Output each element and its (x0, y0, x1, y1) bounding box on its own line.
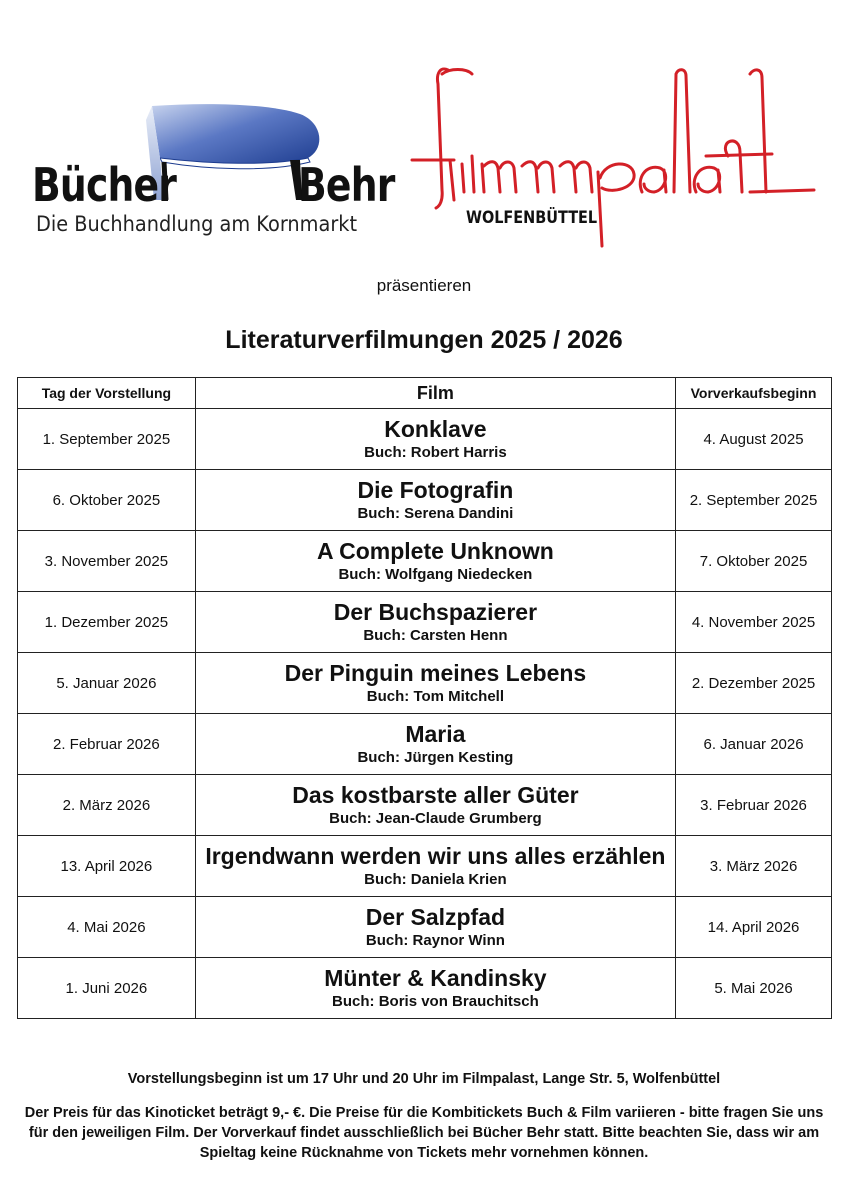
table-row (18, 714, 832, 775)
table-row (18, 531, 832, 592)
header-film: Film (195, 378, 675, 409)
presale-date: 3. Februar 2026 (676, 775, 832, 836)
film-title: Das kostbarste aller Güter (292, 782, 579, 808)
table-row (18, 653, 832, 714)
film-cell (195, 653, 675, 714)
table-row (18, 409, 832, 470)
logo-tagline: Die Buchhandlung am Kornmarkt (36, 212, 358, 236)
screening-date: 1. September 2025 (18, 409, 196, 470)
presale-date: 4. August 2025 (676, 409, 832, 470)
film-title: Münter & Kandinsky (324, 965, 547, 991)
filmpalast-script-graphic (410, 60, 820, 260)
buecher-behr-logo (30, 100, 400, 250)
table-row (18, 897, 832, 958)
filmpalast-logo (410, 60, 820, 260)
table-row (18, 775, 832, 836)
film-book-author: Buch: Raynor Winn (365, 932, 505, 949)
film-title: Der Pinguin meines Lebens (284, 660, 587, 686)
film-cell (195, 409, 675, 470)
table-row (18, 470, 832, 531)
footer-ticket-info: Der Preis für das Kinoticket beträgt 9,- €. Die Preise für die Kombitickets Buch & Film variieren - bitte fragen Sie uns für den jeweiligen Film. Der Vorverkauf findet ausschließlich bei Bücher Behr statt. Bitte beachten Sie, dass wir am Spieltag keine Rücknahme von Tickets mehr vornehmen können. (24, 1105, 824, 1161)
footer-showtimes: Vorstellungsbeginn ist um 17 Uhr und 20 Uhr im Filmpalast, Lange Str. 5, Wolfenbüttel (127, 1071, 721, 1087)
presale-date: 2. Dezember 2025 (676, 653, 832, 714)
film-title: A Complete Unknown (316, 538, 554, 564)
screening-date: 1. Dezember 2025 (18, 592, 196, 653)
logo-word-behr: Behr (298, 158, 395, 212)
film-schedule-table (17, 377, 832, 1019)
presale-date: 7. Oktober 2025 (676, 531, 832, 592)
film-cell (195, 897, 675, 958)
film-cell (195, 531, 675, 592)
film-title: Konklave (384, 416, 487, 442)
presale-date: 5. Mai 2026 (676, 958, 832, 1019)
screening-date: 6. Oktober 2025 (18, 470, 196, 531)
film-book-author: Buch: Carsten Henn (363, 627, 508, 644)
table-row (18, 958, 832, 1019)
presale-date: 4. November 2025 (676, 592, 832, 653)
screening-date: 5. Januar 2026 (18, 653, 196, 714)
presale-date: 6. Januar 2026 (676, 714, 832, 775)
screening-date: 3. November 2025 (18, 531, 196, 592)
header-date: Tag der Vorstellung (18, 378, 196, 409)
film-cell (195, 470, 675, 531)
film-title: Maria (405, 721, 466, 747)
film-title: Die Fotografin (357, 477, 514, 503)
film-title: Der Buchspazierer (333, 599, 538, 625)
screening-date: 2. März 2026 (18, 775, 196, 836)
film-title: Der Salzpfad (365, 904, 506, 930)
film-book-author: Buch: Serena Dandini (357, 505, 514, 522)
presents-text: präsentieren (376, 276, 472, 295)
film-book-author: Buch: Jürgen Kesting (357, 749, 514, 766)
table-header-row (18, 378, 832, 409)
screening-date: 4. Mai 2026 (18, 897, 196, 958)
film-cell (195, 714, 675, 775)
presale-date: 2. September 2025 (676, 470, 832, 531)
presale-date: 14. April 2026 (676, 897, 832, 958)
logo-city: WOLFENBÜTTEL (466, 208, 598, 228)
film-title: Irgendwann werden wir uns alles erzählen (205, 843, 666, 869)
film-book-author: Buch: Boris von Brauchitsch (332, 993, 539, 1010)
screening-date: 13. April 2026 (18, 836, 196, 897)
logo-word-buecher: Bücher (32, 158, 177, 212)
film-book-author: Buch: Wolfgang Niedecken (338, 566, 533, 583)
table-row (18, 592, 832, 653)
film-book-author: Buch: Robert Harris (364, 444, 507, 461)
film-book-author: Buch: Tom Mitchell (366, 688, 505, 705)
film-cell (195, 836, 675, 897)
screening-date: 1. Juni 2026 (18, 958, 196, 1019)
film-book-author: Buch: Jean-Claude Grumberg (329, 810, 542, 827)
presale-date: 3. März 2026 (676, 836, 832, 897)
screening-date: 2. Februar 2026 (18, 714, 196, 775)
film-cell (195, 958, 675, 1019)
film-book-author: Buch: Daniela Krien (364, 871, 507, 888)
header-presale: Vorverkaufsbeginn (676, 378, 832, 409)
film-cell (195, 592, 675, 653)
page-title: Literaturverfilmungen 2025 / 2026 (225, 326, 623, 354)
table-row (18, 836, 832, 897)
film-cell (195, 775, 675, 836)
